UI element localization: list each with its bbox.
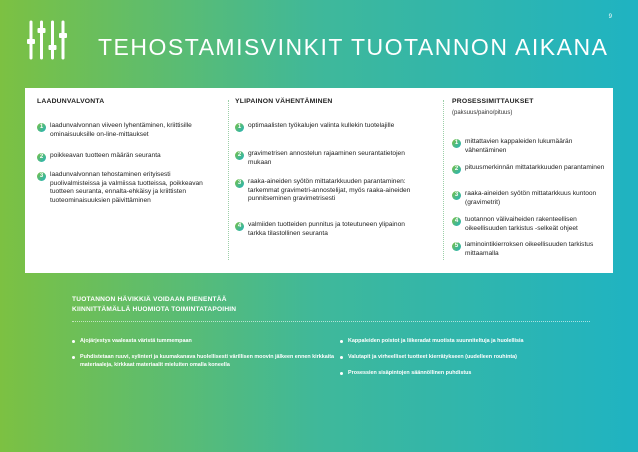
list-item-text: mittattavien kappaleiden lukumäärän vähentäminen <box>465 138 573 154</box>
bullet-item <box>72 337 337 345</box>
column-overweight-reduction <box>235 98 420 237</box>
column-process-measurements <box>452 98 612 257</box>
step-number: 1 <box>452 139 461 148</box>
section-divider <box>72 321 590 322</box>
list-item <box>37 152 222 161</box>
step-number: 3 <box>452 191 461 200</box>
practices-section <box>48 285 590 403</box>
step-number: 1 <box>37 123 46 132</box>
bullet-text: Ajojärjestys vaaleasta väristä tummempaan <box>80 338 192 344</box>
step-number: 4 <box>235 222 244 231</box>
bullet-text: Kappaleiden poistot ja liikeradat muotista suunniteltuja ja huolellisia <box>348 338 524 344</box>
list-item-text: laadunvalvonnan viiveen lyhentäminen, kriittisille ominaisuuksille on-line-mittaukset <box>50 122 192 138</box>
list-item-text: valmiiden tuotteiden punnitus ja toteutuneen ylipainon tarkka tilastollinen seuranta <box>248 221 405 237</box>
section-heading-line: TUOTANNON HÄVIKKIÄ VOIDAAN PIENENTÄÄ <box>72 296 227 303</box>
list-item <box>235 122 420 131</box>
sliders-icon <box>26 19 68 61</box>
list-item-text: pituusmerkinnän mittatarkkuuden parantaminen <box>465 164 605 171</box>
step-number: 4 <box>452 217 461 226</box>
step-number: 5 <box>452 242 461 251</box>
list-item <box>37 171 222 205</box>
page-number: 9 <box>608 14 612 20</box>
step-number: 2 <box>452 165 461 174</box>
step-number: 3 <box>37 172 46 181</box>
section-heading-line: KIINNITTÄMÄLLÄ HUOMIOTA TOIMINTATAPOIHIN <box>72 306 237 313</box>
list-item <box>235 178 420 204</box>
step-number: 2 <box>235 151 244 160</box>
column-heading: PROSESSIMITTAUKSET <box>452 98 534 105</box>
bullet-item <box>340 337 585 345</box>
list-item <box>452 138 612 155</box>
list-item-text: raaka-aineiden syötön mittatarkkuus kuntoon (gravimetrit) <box>465 190 597 206</box>
bullet-dot <box>340 356 343 359</box>
bullet-dot <box>340 372 343 375</box>
list-item-text: tuotannon välivaiheiden rakenteellisen oikeellisuuden tarkistus -selkeät ohjeet <box>465 216 578 232</box>
page-title: TEHOSTAMISVINKIT TUOTANNON AIKANA <box>98 34 609 60</box>
bullet-item <box>72 353 337 369</box>
list-item <box>452 190 612 207</box>
bullet-text: Valutapit ja virheelliset tuotteet kierrätykseen (uudelleen rouhinta) <box>348 354 517 360</box>
step-number: 1 <box>235 123 244 132</box>
step-number: 2 <box>37 153 46 162</box>
bullet-dot <box>72 340 75 343</box>
column-divider <box>228 100 229 260</box>
list-item-text: gravimetrisen annostelun rajaaminen seurantatietojen mukaan <box>248 150 405 166</box>
column-subheading: (paksuus/paino/pituus) <box>452 110 513 116</box>
tips-panel <box>25 88 613 273</box>
bullet-text: Prosessien sisäpintojen säännöllinen puhdistus <box>348 370 472 376</box>
column-divider <box>443 100 444 260</box>
bullet-item <box>340 369 585 377</box>
list-item-text: laadunvalvonnan tehostaminen erityisesti puolivalmisteissa ja valmiissa tuotteissa, poikkeavan tuotteen seuranta, ennalta-ehkäisy ja kriittisten tuoteominaisuuksien päivittäminen <box>50 171 203 204</box>
bullet-dot <box>72 356 75 359</box>
list-item <box>37 122 222 139</box>
list-item <box>235 221 420 238</box>
list-item-text: optimaalisten työkalujen valinta kullekin tuotelajille <box>248 122 395 129</box>
section-heading <box>72 295 236 315</box>
list-item-text: raaka-aineiden syötön mittatarkkuuden parantaminen: tarkemmat gravimetri-annostelijat, myös raaka-aineiden punnitseminen gravimetrisesti <box>248 178 411 202</box>
column-heading: LAADUNVALVONTA <box>37 98 105 105</box>
list-item-text: laminointikierroksen oikeellisuuden tarkistus mittaamalla <box>465 241 594 257</box>
list-item <box>452 216 612 233</box>
column-quality-control <box>37 98 222 204</box>
list-item-text: poikkeavan tuotteen määrän seuranta <box>50 152 161 159</box>
list-item <box>235 150 420 167</box>
list-item <box>452 241 612 258</box>
bullet-dot <box>340 340 343 343</box>
column-heading: YLIPAINON VÄHENTÄMINEN <box>235 98 333 105</box>
bullet-item <box>340 353 585 361</box>
list-item <box>452 164 612 173</box>
step-number: 3 <box>235 179 244 188</box>
bullet-text: Puhdistetaan ruuvi, sylinteri ja kuumakanava huolellisesti värillisen moovin jälkeen ennen kirkkaita materiaaleja, kirkkaat materiaalit mieluiten omalla koneella <box>80 354 335 368</box>
